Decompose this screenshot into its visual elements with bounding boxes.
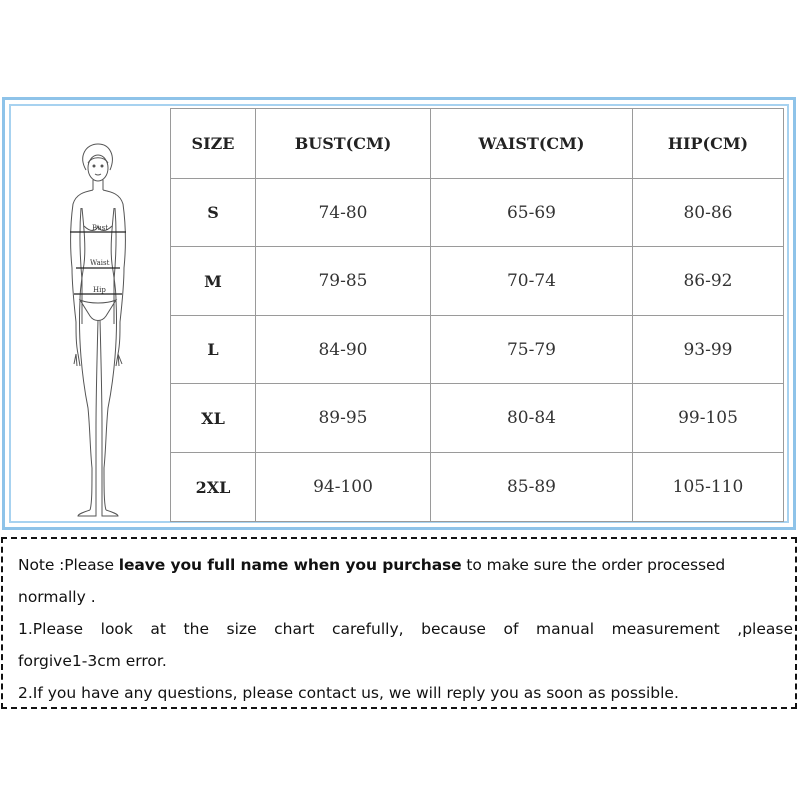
table-row bbox=[171, 247, 784, 316]
hip-cell: 99-105 bbox=[633, 384, 784, 453]
table-row bbox=[171, 179, 784, 247]
table-row bbox=[171, 316, 784, 384]
header-hip: HIP(CM) bbox=[633, 109, 784, 179]
hip-cell: 93-99 bbox=[633, 316, 784, 384]
table-header-row bbox=[171, 109, 784, 179]
bust-cell: 84-90 bbox=[256, 316, 431, 384]
size-cell: 2XL bbox=[171, 453, 256, 522]
size-cell: XL bbox=[171, 384, 256, 453]
header-waist: WAIST(CM) bbox=[431, 109, 633, 179]
note-emphasis: leave you full name when you purchase bbox=[118, 556, 462, 574]
note-line-1 bbox=[18, 549, 793, 581]
table-row bbox=[171, 384, 784, 453]
hip-cell: 86-92 bbox=[633, 247, 784, 316]
note-line-5: 2.If you have any questions, please contact us, we will reply you as soon as possible. bbox=[18, 684, 679, 702]
note-suffix: to make sure the order processed bbox=[461, 556, 726, 574]
waist-cell: 75-79 bbox=[431, 316, 633, 384]
size-cell: L bbox=[171, 316, 256, 384]
hip-label: Hip bbox=[93, 286, 106, 294]
bust-cell: 79-85 bbox=[256, 247, 431, 316]
note-line-2: normally . bbox=[18, 588, 96, 606]
hip-cell: 80-86 bbox=[633, 179, 784, 247]
header-bust: BUST(CM) bbox=[256, 109, 431, 179]
waist-cell: 70-74 bbox=[431, 247, 633, 316]
note-prefix: Note :Please bbox=[18, 556, 119, 574]
bust-cell: 94-100 bbox=[256, 453, 431, 522]
note-line-4: forgive1-3cm error. bbox=[18, 652, 167, 670]
bust-label: Bust bbox=[92, 224, 109, 232]
size-cell: S bbox=[171, 179, 256, 247]
note-line-3: 1.Please look at the size chart carefully, because of manual measurement ,please bbox=[18, 620, 793, 638]
bust-cell: 89-95 bbox=[256, 384, 431, 453]
body-measurement-figure bbox=[18, 108, 168, 521]
note-box bbox=[1, 537, 797, 709]
hip-cell: 105-110 bbox=[633, 453, 784, 522]
table-row bbox=[171, 453, 784, 522]
waist-cell: 85-89 bbox=[431, 453, 633, 522]
waist-cell: 65-69 bbox=[431, 179, 633, 247]
waist-label: Waist bbox=[90, 259, 110, 267]
size-cell: M bbox=[171, 247, 256, 316]
bust-cell: 74-80 bbox=[256, 179, 431, 247]
waist-cell: 80-84 bbox=[431, 384, 633, 453]
size-table bbox=[170, 108, 784, 522]
header-size: SIZE bbox=[171, 109, 256, 179]
note-text bbox=[18, 549, 793, 709]
woman-outline-icon bbox=[18, 108, 168, 521]
